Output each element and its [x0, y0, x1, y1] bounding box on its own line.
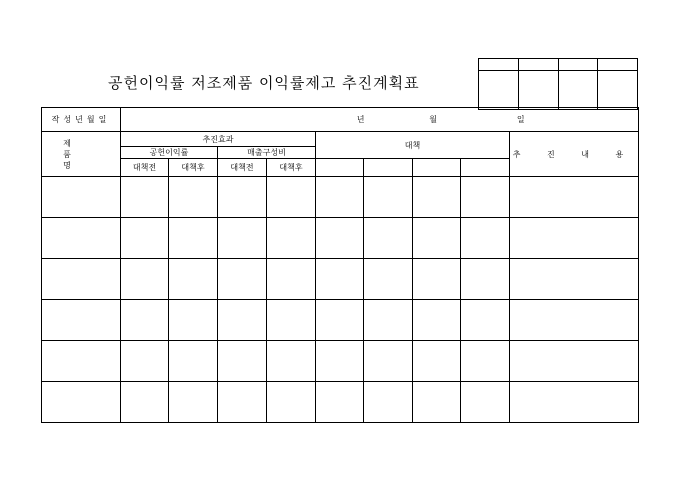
table-row [42, 177, 639, 218]
date-field[interactable] [121, 108, 639, 132]
effect-header: 추진효과 [121, 132, 316, 147]
table-row [42, 259, 639, 300]
details-header: 추 진 내 용 [510, 132, 639, 177]
product-name-header: 제 품 명 [42, 132, 121, 177]
plan-table [41, 107, 639, 423]
date-label: 작성년월일 [42, 108, 121, 132]
day-label: 일 [516, 115, 525, 124]
before-header: 대책전 [121, 159, 169, 177]
document-title: 공헌이익률 저조제품 이익률제고 추진계획표 [108, 74, 420, 92]
after-header: 대책후 [267, 159, 316, 177]
year-label: 년 [356, 115, 365, 124]
measures-header: 대책 [316, 132, 510, 159]
after-header: 대책후 [169, 159, 218, 177]
before-header: 대책전 [218, 159, 267, 177]
contribution-margin-header: 공헌이익률 [121, 147, 218, 159]
table-row [42, 341, 639, 382]
month-label: 월 [429, 115, 437, 124]
table-row [42, 300, 639, 341]
approval-box [478, 58, 638, 110]
sales-ratio-header: 매출구성비 [218, 147, 316, 159]
table-row [42, 218, 639, 259]
table-row [42, 382, 639, 423]
